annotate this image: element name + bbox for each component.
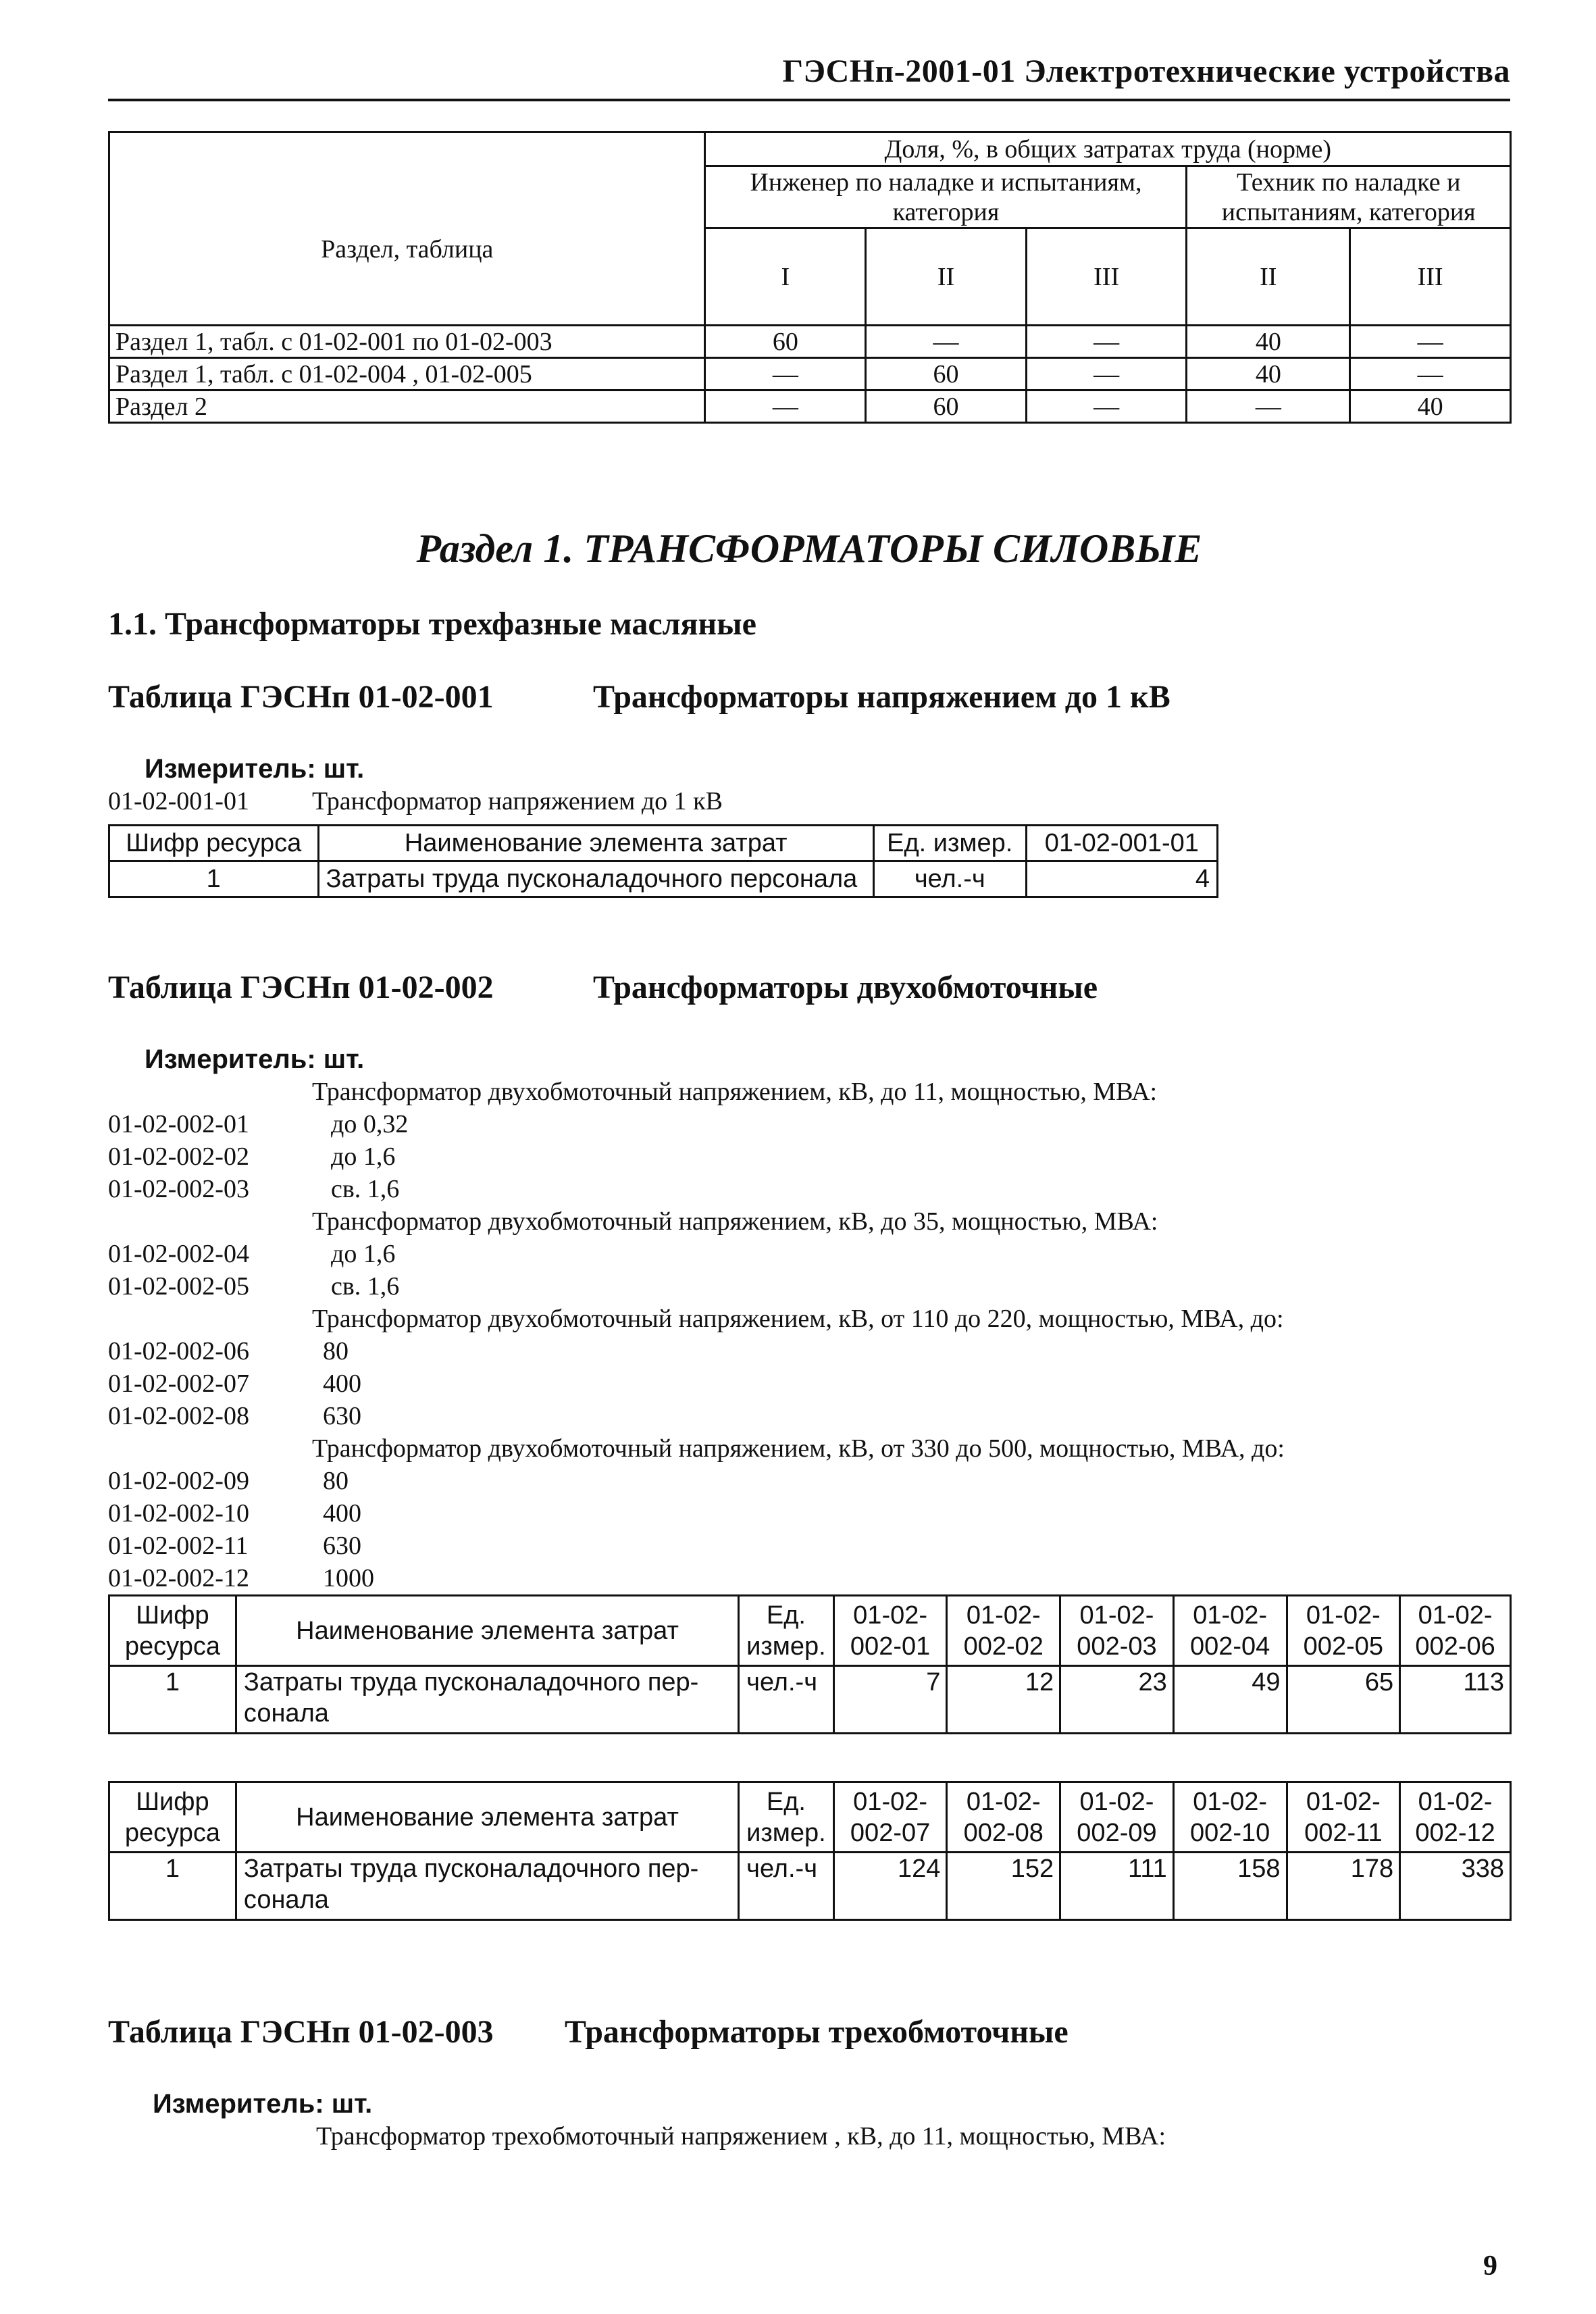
col-header-code: Шифр ресурса <box>109 826 319 861</box>
table-caption-code: Таблица ГЭСНп 01-02-001 <box>108 679 494 715</box>
resource-unit: чел.-ч <box>739 1666 834 1734</box>
col-header-norm: 01-02-001-01 <box>1026 826 1217 861</box>
item-value: св. 1,6 <box>331 1272 400 1301</box>
group-header: Доля, %, в общих затратах труда (норме) <box>705 132 1511 166</box>
item-code: 01-02-002-11 <box>108 1532 249 1560</box>
cost-table-002-b <box>108 1781 1512 1921</box>
col-header-unit: Ед. измер. <box>739 1782 834 1853</box>
resource-code: 1 <box>109 861 319 897</box>
share-cell: — <box>1026 326 1187 358</box>
header-rule <box>108 99 1510 101</box>
resource-value: 338 <box>1400 1853 1511 1920</box>
share-cell: 60 <box>866 358 1027 391</box>
share-cell: — <box>1026 391 1187 423</box>
technician-header: Техник по наладке и испытаниям, категория <box>1187 166 1511 228</box>
col-header-name: Наименование элемента затрат <box>236 1782 738 1853</box>
resource-value: 124 <box>833 1853 947 1920</box>
col-header-norm: 01-02- 002-04 <box>1173 1596 1287 1666</box>
cost-table-001 <box>108 824 1218 898</box>
category-label: II <box>1187 228 1350 326</box>
share-cell: 40 <box>1350 391 1511 423</box>
col-header-norm: 01-02- 002-05 <box>1287 1596 1400 1666</box>
group-description: Трансформатор двухобмоточный напряжением, кВ, до 35, мощностью, МВА: <box>312 1207 1158 1236</box>
table-row <box>109 1853 1511 1920</box>
share-cell: — <box>866 326 1027 358</box>
group-description: Трансформатор двухобмоточный напряжением, кВ, от 110 до 220, мощностью, МВА, до: <box>312 1305 1284 1333</box>
item-value: до 1,6 <box>331 1142 396 1171</box>
share-cell: — <box>1350 358 1511 391</box>
item-code: 01-02-002-12 <box>108 1564 249 1592</box>
item-code: 01-02-002-04 <box>108 1240 249 1268</box>
item-code: 01-02-002-10 <box>108 1499 249 1528</box>
resource-value: 12 <box>947 1666 1060 1734</box>
col-header-norm: 01-02- 002-09 <box>1060 1782 1174 1853</box>
resource-value: 158 <box>1173 1853 1287 1920</box>
section-title: Раздел 1. ТРАНСФОРМАТОРЫ СИЛОВЫЕ <box>416 526 1202 571</box>
category-label: I <box>705 228 866 326</box>
resource-value: 152 <box>947 1853 1060 1920</box>
labor-share-table <box>108 131 1512 424</box>
item-value: св. 1,6 <box>331 1175 400 1203</box>
item-code: 01-02-002-01 <box>108 1110 249 1138</box>
item-code: 01-02-002-06 <box>108 1337 249 1365</box>
resource-value: 65 <box>1287 1666 1400 1734</box>
item-value: 630 <box>323 1532 361 1560</box>
row-label: Раздел 1, табл. с 01-02-004 , 01-02-005 <box>109 358 705 391</box>
resource-code: 1 <box>109 1666 236 1734</box>
col-header-name: Наименование элемента затрат <box>318 826 873 861</box>
item-value: 80 <box>323 1337 349 1365</box>
measure-unit: Измеритель: шт. <box>145 754 365 784</box>
col-header-norm: 01-02- 002-02 <box>947 1596 1060 1666</box>
col-header-unit: Ед. измер. <box>739 1596 834 1666</box>
category-label: III <box>1026 228 1187 326</box>
share-cell: 40 <box>1187 358 1350 391</box>
col-header-name: Наименование элемента затрат <box>236 1596 738 1666</box>
col-header-norm: 01-02- 002-08 <box>947 1782 1060 1853</box>
item-code: 01-02-002-08 <box>108 1402 249 1430</box>
cost-table-002-a <box>108 1594 1512 1734</box>
resource-value: 113 <box>1400 1666 1511 1734</box>
col-header-norm: 01-02- 002-12 <box>1400 1782 1511 1853</box>
share-cell: 60 <box>705 326 866 358</box>
col-header-code: Шифр ресурса <box>109 1596 236 1666</box>
resource-name: Затраты труда пусконаладочного пер- сонала <box>236 1666 738 1734</box>
resource-value: 178 <box>1287 1853 1400 1920</box>
engineer-header: Инженер по наладке и испытаниям, категория <box>705 166 1187 228</box>
resource-value: 49 <box>1173 1666 1287 1734</box>
col-header-norm: 01-02- 002-10 <box>1173 1782 1287 1853</box>
col-header-unit: Ед. измер. <box>873 826 1026 861</box>
item-code: 01-02-002-07 <box>108 1369 249 1398</box>
col-header-norm: 01-02- 002-07 <box>833 1782 947 1853</box>
col-header-norm: 01-02- 002-06 <box>1400 1596 1511 1666</box>
resource-value: 7 <box>833 1666 947 1734</box>
table-caption-code: Таблица ГЭСНп 01-02-003 <box>108 2014 494 2050</box>
page-number: 9 <box>1483 2250 1497 2282</box>
measure-unit: Измеритель: шт. <box>145 1045 365 1074</box>
share-cell: — <box>705 358 866 391</box>
share-cell: — <box>705 391 866 423</box>
table-caption-title: Трансформаторы трехобмоточные <box>565 2014 1069 2050</box>
measure-unit: Измеритель: шт. <box>153 2089 373 2119</box>
table-row <box>109 1666 1511 1734</box>
item-code: 01-02-002-03 <box>108 1175 249 1203</box>
group-description: Трансформатор двухобмоточный напряжением, кВ, до 11, мощностью, МВА: <box>312 1078 1158 1106</box>
share-cell: — <box>1350 326 1511 358</box>
item-value: до 1,6 <box>331 1240 396 1268</box>
resource-name: Затраты труда пусконаладочного пер- сонала <box>236 1853 738 1920</box>
item-value: 400 <box>323 1499 361 1528</box>
group-description: Трансформатор трехобмоточный напряжением , кВ, до 11, мощностью, МВА: <box>316 2122 1166 2150</box>
item-description: Трансформатор напряжением до 1 кВ <box>312 787 723 815</box>
group-description: Трансформатор двухобмоточный напряжением, кВ, от 330 до 500, мощностью, МВА, до: <box>312 1434 1285 1463</box>
share-cell: — <box>1187 391 1350 423</box>
item-value: 80 <box>323 1467 349 1495</box>
resource-code: 1 <box>109 1853 236 1920</box>
resource-unit: чел.-ч <box>873 861 1026 897</box>
resource-value: 4 <box>1026 861 1217 897</box>
table-caption-title: Трансформаторы напряжением до 1 кВ <box>593 679 1170 715</box>
category-label: III <box>1350 228 1511 326</box>
share-cell: — <box>1026 358 1187 391</box>
table-row <box>109 358 1511 391</box>
resource-value: 23 <box>1060 1666 1174 1734</box>
item-value: 1000 <box>323 1564 374 1592</box>
item-value: до 0,32 <box>331 1110 409 1138</box>
col-header-norm: 01-02- 002-11 <box>1287 1782 1400 1853</box>
table-row <box>109 391 1511 423</box>
item-code: 01-02-002-02 <box>108 1142 249 1171</box>
table-caption-title: Трансформаторы двухобмоточные <box>593 970 1098 1005</box>
share-cell: 40 <box>1187 326 1350 358</box>
col-header-code: Шифр ресурса <box>109 1782 236 1853</box>
category-label: II <box>866 228 1027 326</box>
item-code: 01-02-002-05 <box>108 1272 249 1301</box>
item-value: 630 <box>323 1402 361 1430</box>
col-section-header: Раздел, таблица <box>109 132 705 326</box>
table-caption-code: Таблица ГЭСНп 01-02-002 <box>108 970 494 1005</box>
subsection-title: 1.1. Трансформаторы трехфазные масляные <box>108 606 756 642</box>
share-cell: 60 <box>866 391 1027 423</box>
row-label: Раздел 2 <box>109 391 705 423</box>
resource-value: 111 <box>1060 1853 1174 1920</box>
col-header-norm: 01-02- 002-01 <box>833 1596 947 1666</box>
table-row <box>109 861 1218 897</box>
table-row <box>109 326 1511 358</box>
col-header-norm: 01-02- 002-03 <box>1060 1596 1174 1666</box>
resource-unit: чел.-ч <box>739 1853 834 1920</box>
item-value: 400 <box>323 1369 361 1398</box>
resource-name: Затраты труда пусконаладочного персонала <box>318 861 873 897</box>
row-label: Раздел 1, табл. с 01-02-001 по 01-02-003 <box>109 326 705 358</box>
item-code: 01-02-001-01 <box>108 787 249 815</box>
page-header: ГЭСНп-2001-01 Электротехнические устройства <box>782 53 1510 89</box>
item-code: 01-02-002-09 <box>108 1467 249 1495</box>
